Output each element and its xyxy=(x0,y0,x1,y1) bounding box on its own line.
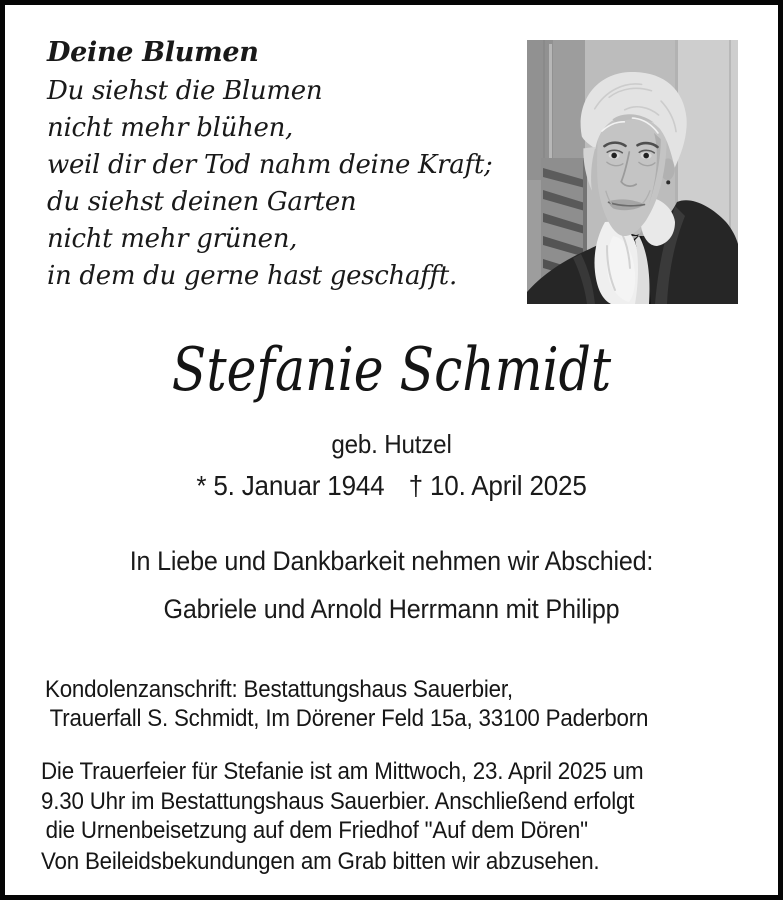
poem-title: Deine Blumen xyxy=(47,37,259,68)
condolence-line: Kondolenzanschrift: Bestattungshaus Sauerbier, xyxy=(45,676,513,703)
farewell-intro: In Liebe und Dankbarkeit nehmen wir Abschied: xyxy=(129,546,654,576)
funeral-line: 9.30 Uhr im Bestattungshaus Sauerbier. Anschließend erfolgt xyxy=(41,787,635,815)
death-date: † 10. April 2025 xyxy=(408,470,587,501)
condolence-note: Von Beileidsbekundungen am Grab bitten wir abzusehen. xyxy=(41,848,600,875)
mourners: Gabriele und Arnold Herrmann mit Philipp xyxy=(163,594,620,624)
poem-line: Du siehst die Blumen xyxy=(47,76,323,106)
condolence-line: Trauerfall S. Schmidt, Im Dörener Feld 15a, 33100 Paderborn xyxy=(49,704,649,732)
poem-line: in dem du gerne hast geschafft. xyxy=(47,261,457,291)
maiden-name: geb. Hutzel xyxy=(331,429,452,459)
condolence-address xyxy=(45,676,648,733)
funeral-line: Die Trauerfeier für Stefanie ist am Mittwoch, 23. April 2025 um xyxy=(41,758,644,785)
portrait-photo xyxy=(527,40,738,304)
funeral-line: die Urnenbeisetzung auf dem Friedhof "Auf dem Dören" xyxy=(45,817,588,844)
life-dates xyxy=(32,470,751,502)
memorial-poem xyxy=(47,33,492,295)
poem-line: nicht mehr grünen, xyxy=(47,224,298,254)
deceased-name: Stefanie Schmidt xyxy=(171,335,612,405)
funeral-info xyxy=(41,757,643,846)
birth-date: * 5. Januar 1944 xyxy=(196,470,385,501)
poem-line: nicht mehr blühen, xyxy=(47,113,294,143)
poem-line: du siehst deinen Garten xyxy=(47,187,357,217)
poem-line: weil dir der Tod nahm deine Kraft; xyxy=(47,150,493,180)
